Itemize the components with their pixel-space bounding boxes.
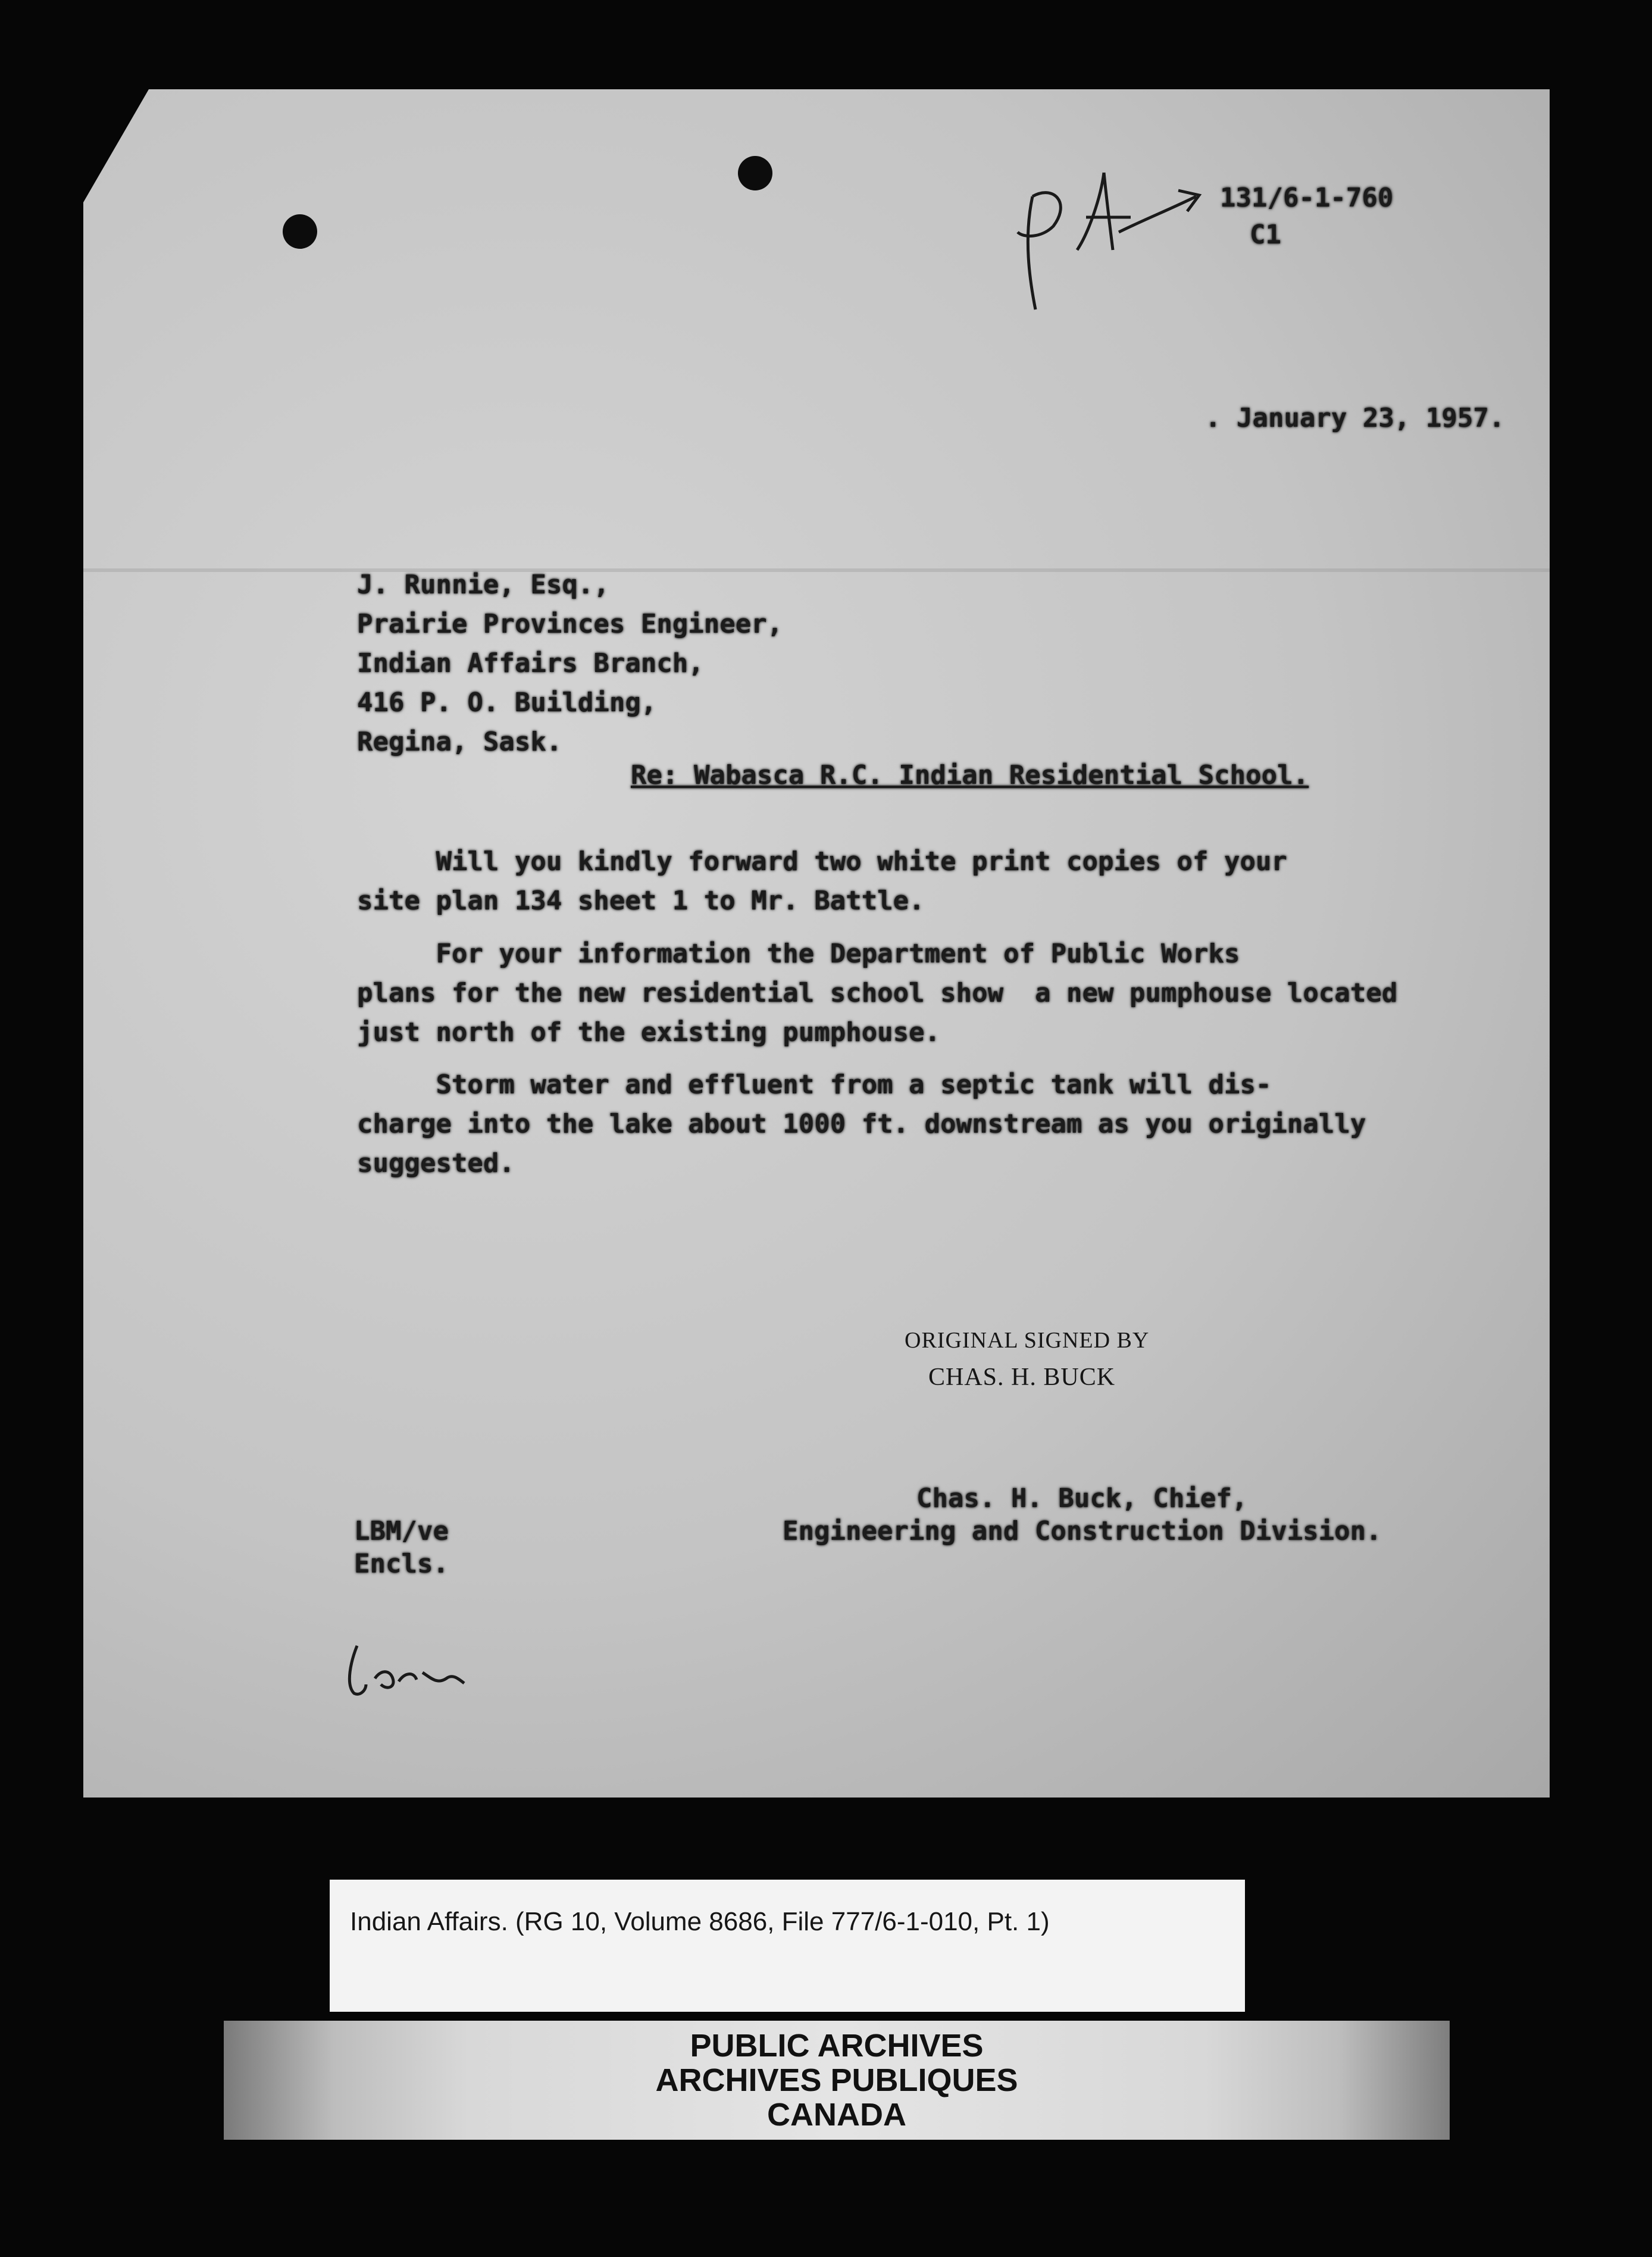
body-line: site plan 134 sheet 1 to Mr. Battle. <box>357 886 925 916</box>
enclosure-note: Encls. <box>354 1549 449 1579</box>
signature-title: Engineering and Construction Division. <box>783 1516 1382 1546</box>
handwritten-initials-bottom <box>333 1637 512 1702</box>
archive-line-french: ARCHIVES PUBLIQUES <box>655 2062 1018 2098</box>
body-paragraph-1 <box>357 842 1287 921</box>
signature-name: Chas. H. Buck, Chief, <box>916 1483 1248 1514</box>
reference-initials: LBM/ve <box>354 1516 449 1546</box>
archive-line-country: CANADA <box>767 2097 906 2133</box>
address-line: Regina, Sask. <box>357 727 562 757</box>
signed-stamp-line1: ORIGINAL SIGNED BY <box>905 1328 1150 1353</box>
handwritten-mark-top <box>1000 161 1214 321</box>
folded-corner <box>83 89 149 202</box>
paper-crease <box>83 568 1550 572</box>
body-paragraph-2 <box>357 934 1397 1052</box>
file-number: 131/6-1-760 <box>1220 183 1394 213</box>
public-archives-banner <box>224 2021 1450 2140</box>
body-line: Storm water and effluent from a septic tank will dis- <box>357 1070 1272 1100</box>
address-line: Indian Affairs Branch, <box>357 648 704 679</box>
address-block <box>357 565 783 762</box>
letter-sheet <box>83 89 1550 1798</box>
address-line: 416 P. O. Building, <box>357 687 657 718</box>
subject-line: Re: Wabasca R.C. Indian Residential School. <box>631 760 1309 790</box>
body-line: For your information the Department of Public Works <box>357 939 1240 969</box>
body-line: just north of the existing pumphouse. <box>357 1017 941 1048</box>
caption-text: Indian Affairs. (RG 10, Volume 8686, File 777/6-1-010, Pt. 1) <box>350 1907 1050 1936</box>
punch-hole-left <box>283 214 317 249</box>
body-paragraph-3 <box>357 1065 1366 1183</box>
archive-line-english: PUBLIC ARCHIVES <box>690 2028 984 2064</box>
archive-caption-label <box>330 1880 1245 2012</box>
letter-date: . January 23, 1957. <box>1205 403 1505 433</box>
file-subcode: C1 <box>1250 220 1281 250</box>
signed-stamp-line2: CHAS. H. BUCK <box>928 1364 1116 1391</box>
body-line: suggested. <box>357 1148 515 1178</box>
address-line: J. Runnie, Esq., <box>357 570 609 600</box>
body-line: Will you kindly forward two white print copies of your <box>357 846 1287 877</box>
body-line: plans for the new residential school show a new pumphouse located <box>357 978 1398 1008</box>
address-line: Prairie Provinces Engineer, <box>357 609 783 639</box>
punch-hole-center <box>738 156 772 190</box>
body-line: charge into the lake about 1000 ft. downstream as you originally <box>357 1109 1366 1139</box>
